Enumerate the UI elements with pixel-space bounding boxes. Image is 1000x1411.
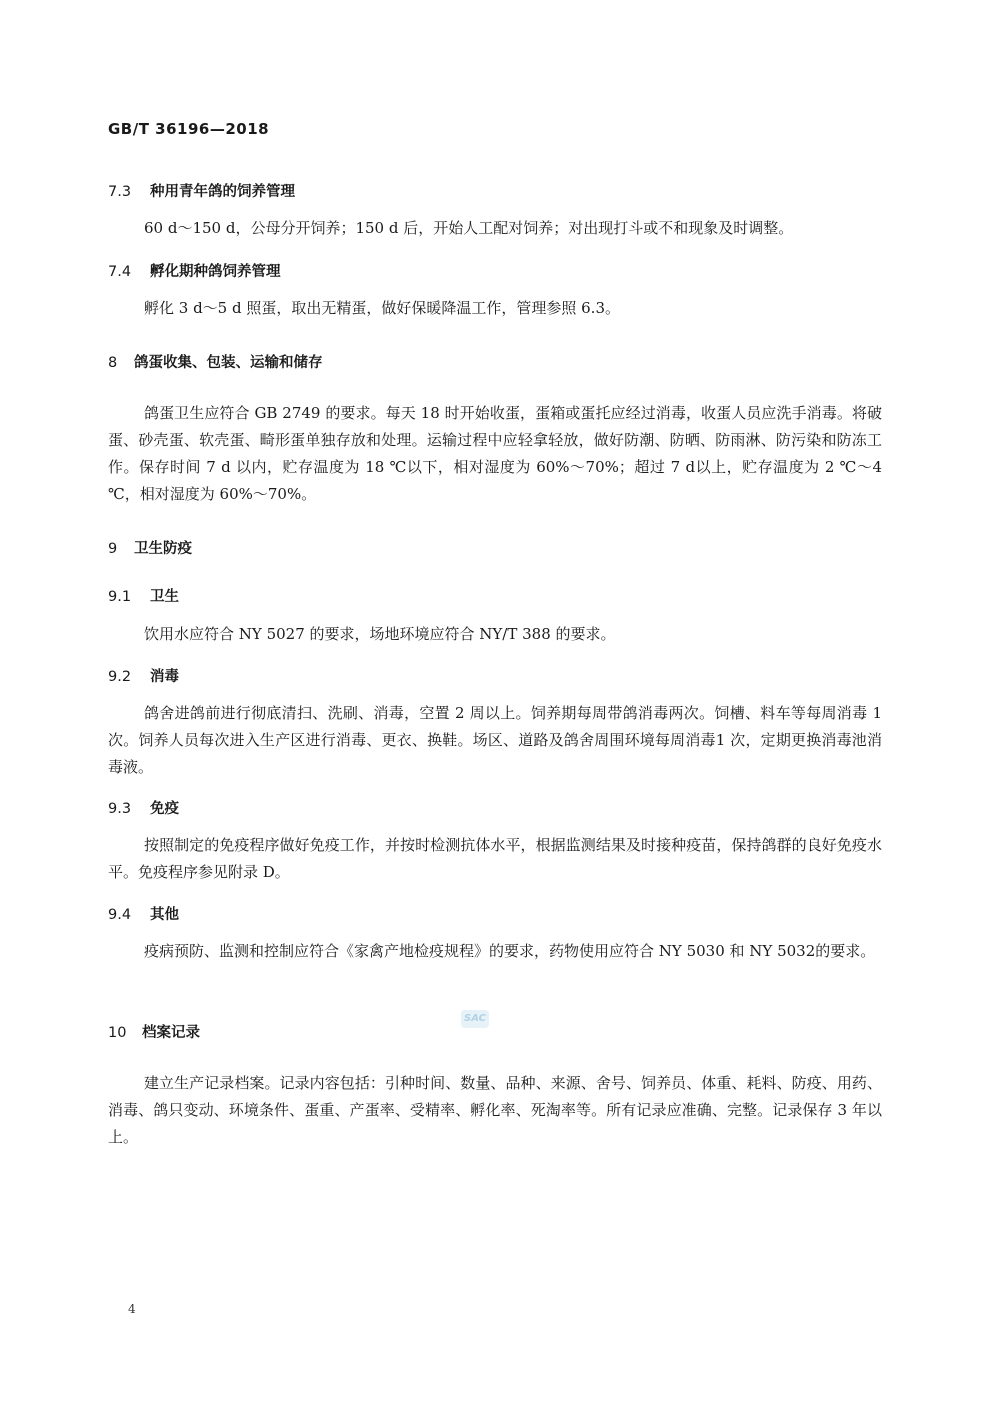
section-7-4-paragraph: 孵化 3 d～5 d 照蛋，取出无精蛋，做好保暖降温工作，管理参照 6.3。 xyxy=(144,299,620,317)
section-number: 9.4 xyxy=(108,907,132,923)
section-number: 9.3 xyxy=(108,801,132,817)
section-title: 种用青年鸽的饲养管理 xyxy=(150,184,295,200)
section-10-paragraph: 建立生产记录档案。记录内容包括：引种时间、数量、品种、来源、舍号、饲养员、体重、耗料、防疫、用药、消毒、鸽只变动、环境条件、蛋重、产蛋率、受精率、孵化率、死淘率等。所有记录应准确、完整。记录保存 3 年以上。 xyxy=(108,1074,882,1146)
section-number: 7.4 xyxy=(108,264,132,280)
section-title: 其他 xyxy=(150,907,179,923)
section-9-3-paragraph: 按照制定的免疫程序做好免疫工作，并按时检测抗体水平，根据监测结果及时接种疫苗，保持鸽群的良好免疫水平。免疫程序参见附录 D。 xyxy=(108,836,882,881)
section-7-3-heading xyxy=(108,180,295,201)
section-9-heading xyxy=(108,537,192,558)
section-number: 8 xyxy=(108,355,118,371)
section-9-4-paragraph: 疫病预防、监测和控制应符合《家禽产地检疫规程》的要求，药物使用应符合 NY 5030 和 NY 5032的要求。 xyxy=(144,942,876,960)
section-10-heading xyxy=(108,1021,200,1042)
section-7-4-heading xyxy=(108,260,281,281)
section-title: 卫生 xyxy=(150,589,179,605)
section-8-paragraph: 鸽蛋卫生应符合 GB 2749 的要求。每天 18 时开始收蛋，蛋箱或蛋托应经过消毒，收蛋人员应洗手消毒。将破蛋、砂壳蛋、软壳蛋、畸形蛋单独存放和处理。运输过程中应轻拿轻放，做好防潮、防晒、防雨淋、防污染和防冻工作。保存时间 7 d 以内，贮存温度为 18 ℃以下，相对湿度为 60%～70%；超过 7 d以上，贮存温度为 2 ℃～4 ℃，相对湿度为 60%～70%。 xyxy=(108,404,882,503)
section-9-1-heading xyxy=(108,585,179,606)
page-number: 4 xyxy=(128,1302,136,1316)
section-title: 鸽蛋收集、包装、运输和储存 xyxy=(134,355,323,371)
section-9-1-paragraph: 饮用水应符合 NY 5027 的要求，场地环境应符合 NY/T 388 的要求。 xyxy=(144,625,616,643)
section-number: 9.1 xyxy=(108,589,132,605)
section-title: 档案记录 xyxy=(142,1025,200,1041)
section-title: 卫生防疫 xyxy=(134,541,192,557)
section-9-3-heading xyxy=(108,797,179,818)
standard-number: GB/T 36196—2018 xyxy=(108,120,270,138)
section-title: 免疫 xyxy=(150,801,179,817)
section-7-3-paragraph: 60 d～150 d，公母分开饲养；150 d 后，开始人工配对饲养；对出现打斗或不和现象及时调整。 xyxy=(144,219,794,237)
section-number: 9 xyxy=(108,541,118,557)
sac-watermark: SAC xyxy=(461,1010,489,1028)
section-number: 9.2 xyxy=(108,669,132,685)
section-9-4-heading xyxy=(108,903,179,924)
section-number: 10 xyxy=(108,1025,127,1041)
section-9-2-paragraph: 鸽舍进鸽前进行彻底清扫、洗刷、消毒，空置 2 周以上。饲养期每周带鸽消毒两次。饲槽、料车等每周消毒 1 次。饲养人员每次进入生产区进行消毒、更衣、换鞋。场区、道路及鸽舍周围环境每周消毒1 次，定期更换消毒池消毒液。 xyxy=(108,704,882,776)
section-9-2-heading xyxy=(108,665,179,686)
section-8-heading xyxy=(108,351,323,372)
section-title: 孵化期种鸽饲养管理 xyxy=(150,264,281,280)
section-number: 7.3 xyxy=(108,184,132,200)
section-title: 消毒 xyxy=(150,669,179,685)
